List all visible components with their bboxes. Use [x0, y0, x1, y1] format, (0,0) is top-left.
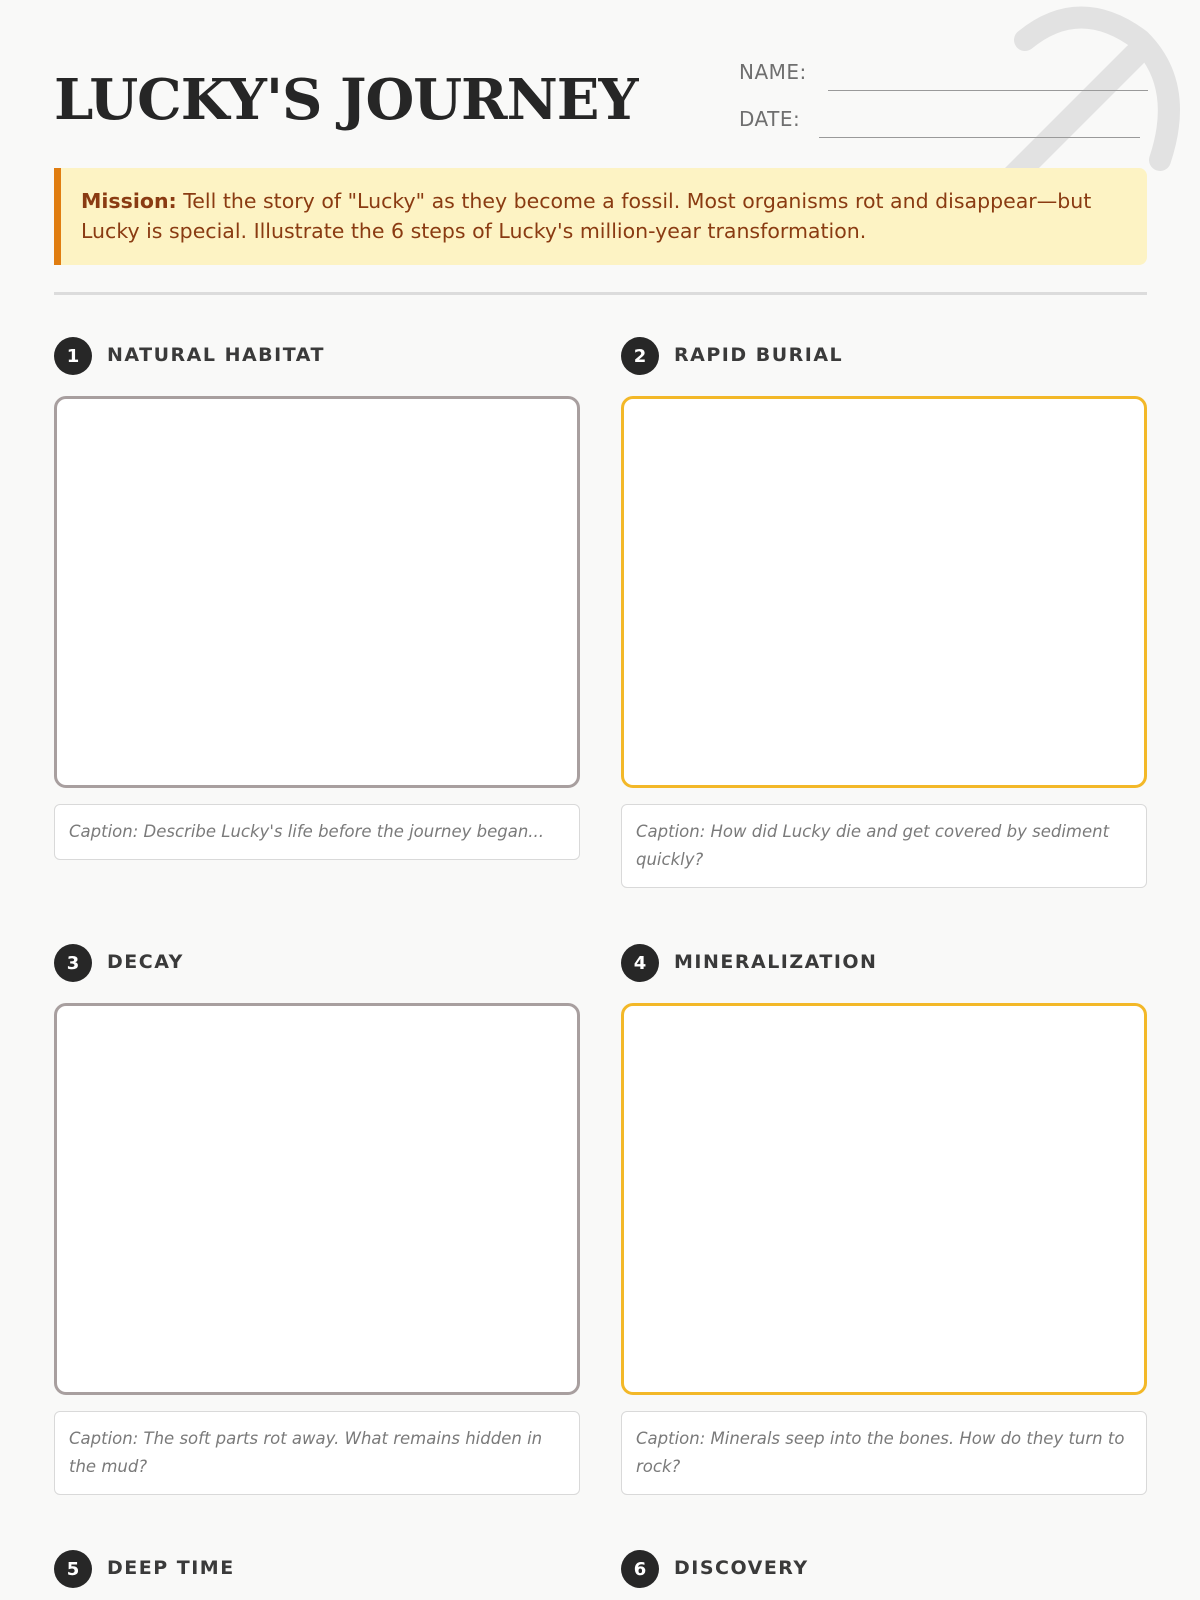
date-field[interactable] [819, 137, 1140, 138]
drawing-frame-mineralization[interactable] [621, 1003, 1147, 1395]
date-label: DATE: [739, 107, 801, 131]
step-number-badge: 3 [54, 944, 92, 982]
caption-box[interactable]: Caption: How did Lucky die and get covered by sediment quickly? [621, 804, 1147, 888]
name-label: NAME: [739, 60, 807, 84]
mission-text: Tell the story of "Lucky" as they become a fossil. Most organisms rot and disappear—but Lucky is special. Illustrate the 6 steps of Lucky's million-year transformation. [81, 189, 1092, 243]
mission-box [54, 168, 1147, 265]
step-title: NATURAL HABITAT [107, 344, 325, 366]
name-field[interactable] [828, 90, 1148, 91]
step-number-badge: 1 [54, 337, 92, 375]
step-number-badge: 5 [54, 1550, 92, 1588]
step-title: DEEP TIME [107, 1557, 235, 1579]
step-number-badge: 2 [621, 337, 659, 375]
drawing-frame-decay[interactable] [54, 1003, 580, 1395]
step-title: DISCOVERY [674, 1557, 809, 1579]
step-number-badge: 6 [621, 1550, 659, 1588]
drawing-frame-natural-habitat[interactable] [54, 396, 580, 788]
caption-box[interactable]: Caption: The soft parts rot away. What remains hidden in the mud? [54, 1411, 580, 1495]
step-title: MINERALIZATION [674, 951, 878, 973]
drawing-frame-rapid-burial[interactable] [621, 396, 1147, 788]
divider [54, 292, 1147, 295]
caption-box[interactable]: Caption: Describe Lucky's life before the journey began... [54, 804, 580, 860]
page-title: LUCKY'S JOURNEY [54, 67, 638, 133]
caption-box[interactable]: Caption: Minerals seep into the bones. How do they turn to rock? [621, 1411, 1147, 1495]
step-title: RAPID BURIAL [674, 344, 844, 366]
step-number-badge: 4 [621, 944, 659, 982]
step-title: DECAY [107, 951, 184, 973]
mission-label: Mission: [81, 189, 177, 213]
